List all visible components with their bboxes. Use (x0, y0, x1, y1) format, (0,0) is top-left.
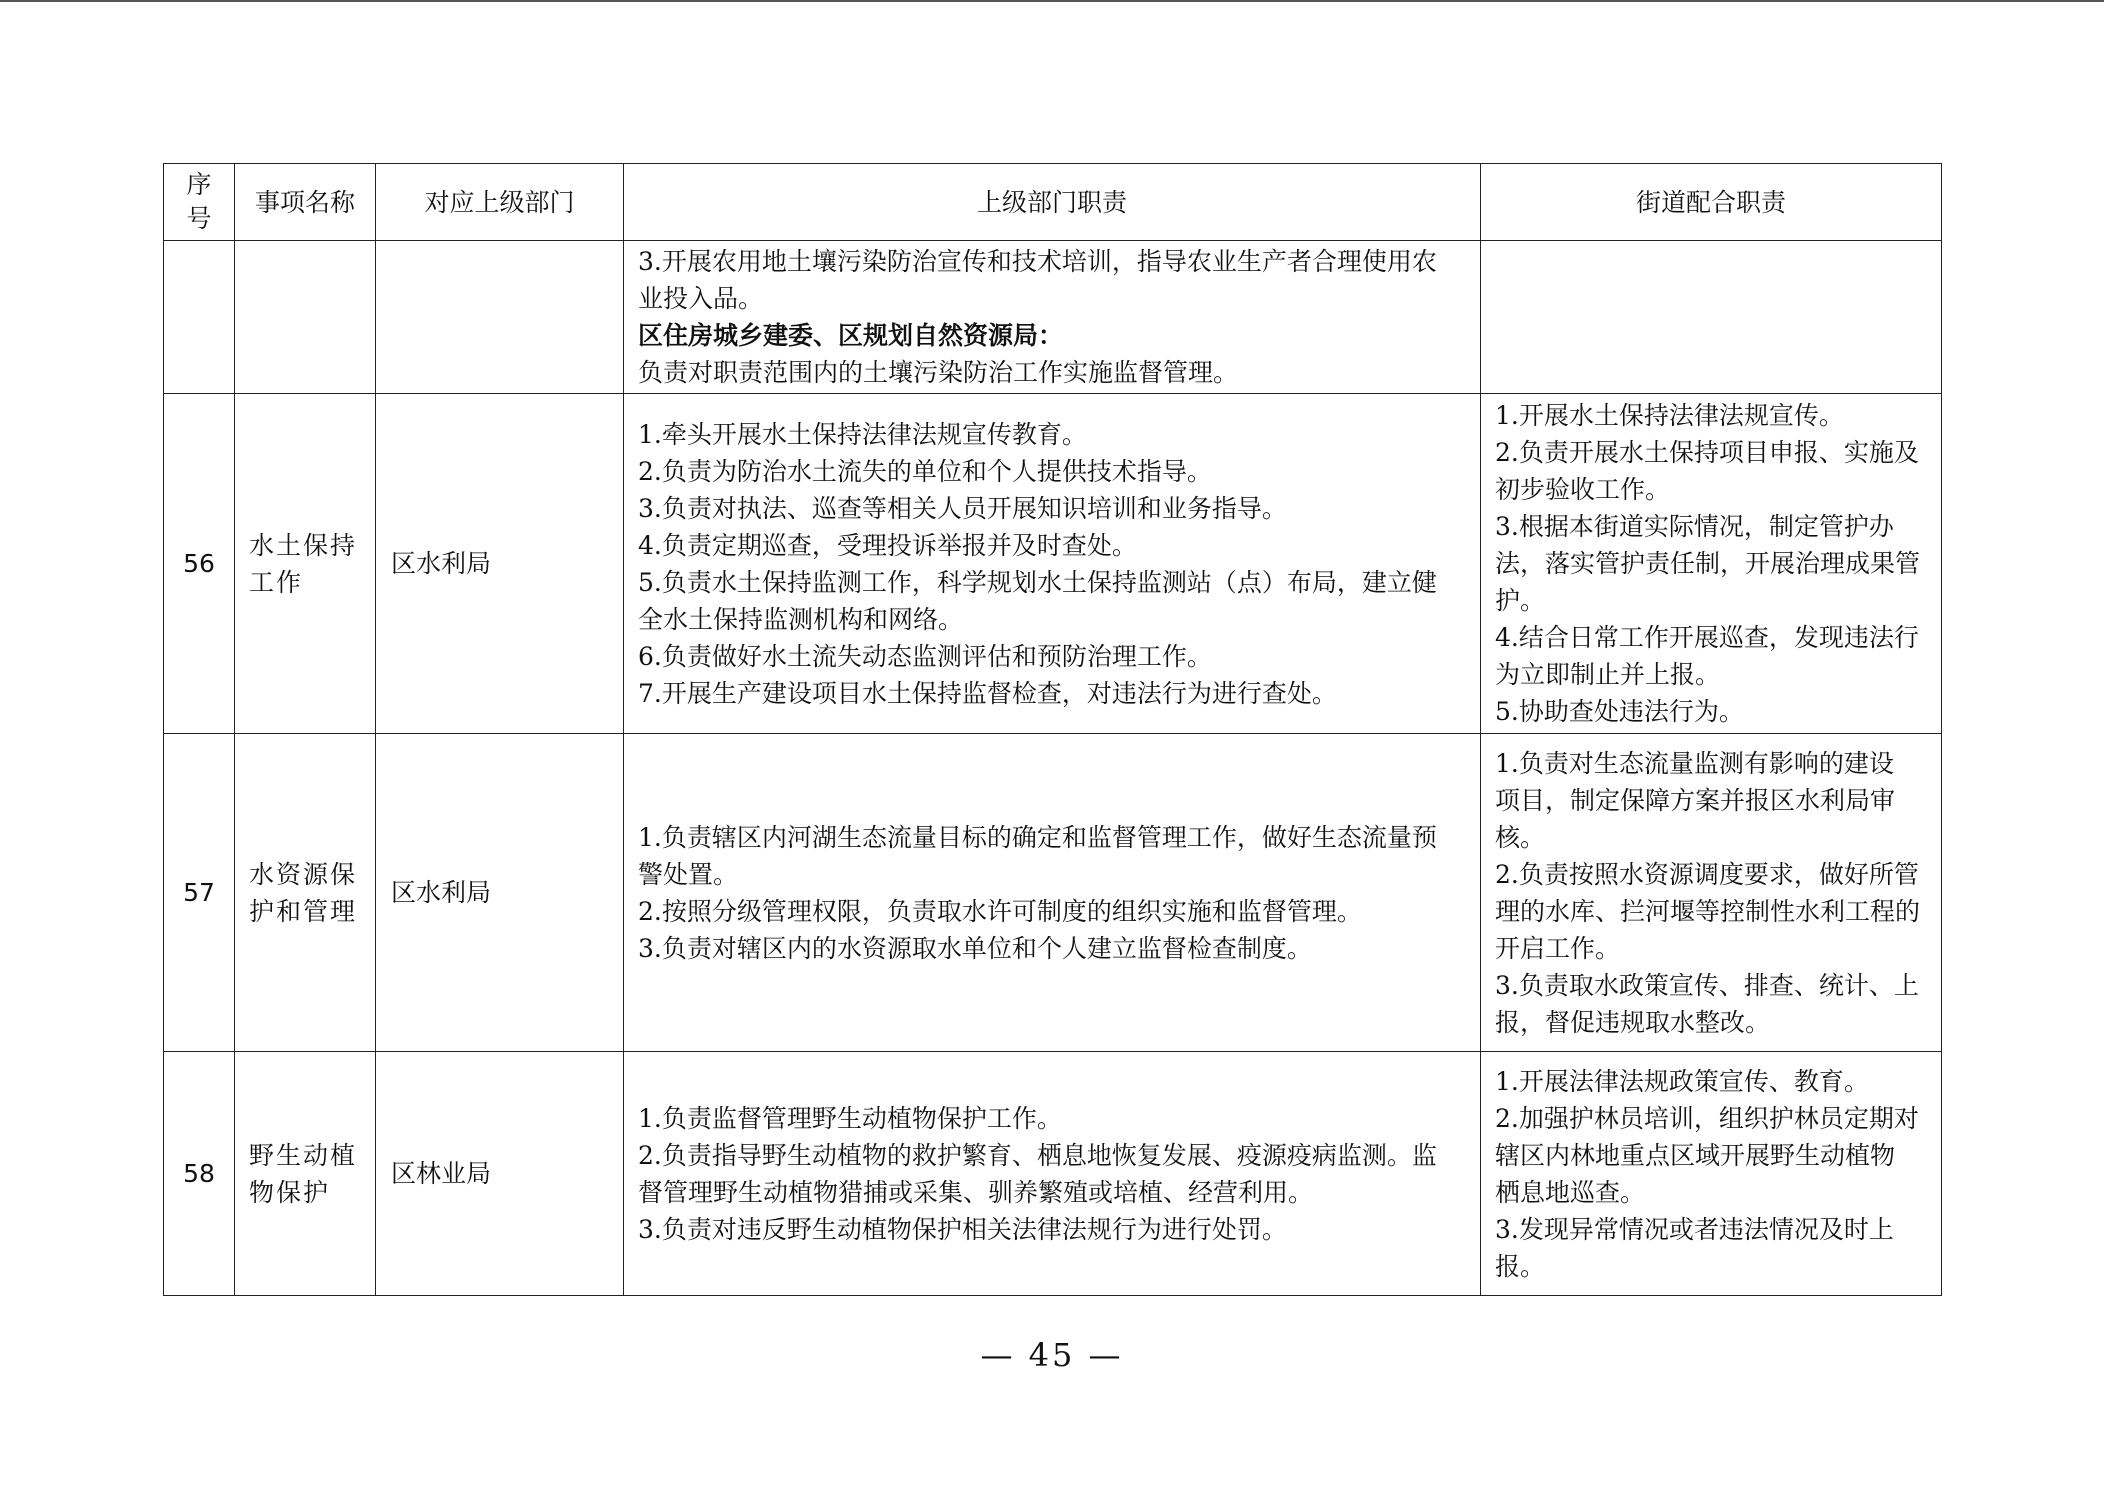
row-no (164, 241, 235, 394)
page-number: — 45 — (980, 1336, 1124, 1374)
coop-line: 2.负责按照水资源调度要求，做好所管 (1495, 859, 1919, 889)
duty-line: 2.按照分级管理权限，负责取水许可制度的组织实施和监督管理。 (638, 896, 1362, 926)
coop-line: 3.发现异常情况或者违法情况及时上 (1495, 1214, 1894, 1244)
row-dept: 区水利局 (376, 394, 624, 734)
duty-line: 2.负责为防治水土流失的单位和个人提供技术指导。 (638, 456, 1212, 486)
coop-line: 报。 (1495, 1251, 1546, 1281)
coop-line: 理的水库、拦河堰等控制性水利工程的 (1495, 896, 1921, 926)
duty-line: 业投入品。 (638, 284, 764, 313)
header-name: 事项名称 (235, 164, 376, 241)
row-no: 56 (164, 394, 235, 734)
duty-line: 5.负责水土保持监测工作，科学规划水土保持监测站（点）布局，建立健 (638, 567, 1437, 597)
table-header-row (164, 164, 1942, 241)
duty-table (163, 163, 1942, 1296)
duty-line: 负责对职责范围内的土壤污染防治工作实施监督管理。 (638, 358, 1239, 387)
table-row (164, 394, 1942, 734)
row-dept: 区水利局 (376, 734, 624, 1052)
duty-line: 1.牵头开展水土保持法律法规宣传教育。 (638, 419, 1087, 449)
header-no: 序 号 (164, 164, 235, 241)
duty-line: 全水土保持监测机构和网络。 (638, 604, 964, 634)
row-name: 野生动植物保护 (235, 1052, 376, 1296)
coop-line: 护。 (1495, 586, 1546, 615)
coop-line: 核。 (1495, 822, 1546, 852)
duty-line: 7.开展生产建设项目水土保持监督检查，对违法行为进行查处。 (638, 678, 1337, 708)
duty-line: 1.负责辖区内河湖生态流量目标的确定和监督管理工作，做好生态流量预 (638, 822, 1437, 852)
duty-line: 3.负责对执法、巡查等相关人员开展知识培训和业务指导。 (638, 493, 1287, 523)
duty-subheading: 区住房城乡建委、区规划自然资源局： (638, 321, 1064, 350)
duty-line: 督管理野生动植物猎捕或采集、驯养繁殖或培植、经营利用。 (638, 1177, 1314, 1207)
row-dept: 区林业局 (376, 1052, 624, 1296)
coop-line: 报，督促违规取水整改。 (1495, 1007, 1771, 1037)
duty-line: 3.开展农用地土壤污染防治宣传和技术培训，指导农业生产者合理使用农 (638, 247, 1437, 276)
coop-line: 辖区内林地重点区域开展野生动植物 (1495, 1140, 1896, 1170)
coop-line: 初步验收工作。 (1495, 475, 1671, 504)
header-coop: 街道配合职责 (1481, 164, 1942, 241)
row-coop (1481, 394, 1942, 734)
duty-line: 6.负责做好水土流失动态监测评估和预防治理工作。 (638, 641, 1212, 671)
row-duty (624, 1052, 1481, 1296)
row-name (235, 241, 376, 394)
row-coop (1481, 241, 1942, 394)
row-duty (624, 394, 1481, 734)
row-no: 58 (164, 1052, 235, 1296)
coop-line: 开启工作。 (1495, 933, 1621, 963)
coop-line: 项目，制定保障方案并报区水利局审 (1495, 785, 1896, 815)
header-dept: 对应上级部门 (376, 164, 624, 241)
coop-line: 1.负责对生态流量监测有影响的建设 (1495, 748, 1894, 778)
coop-line: 2.负责开展水土保持项目申报、实施及 (1495, 438, 1919, 467)
coop-line: 4.结合日常工作开展巡查，发现违法行 (1495, 623, 1919, 652)
coop-line: 栖息地巡查。 (1495, 1177, 1646, 1207)
page-top-border (0, 0, 2104, 2)
header-duty: 上级部门职责 (624, 164, 1481, 241)
coop-line: 2.加强护林员培训，组织护林员定期对 (1495, 1103, 1919, 1133)
coop-line: 法，落实管护责任制，开展治理成果管 (1495, 549, 1921, 578)
duty-line: 3.负责对辖区内的水资源取水单位和个人建立监督检查制度。 (638, 933, 1312, 963)
duty-line: 2.负责指导野生动植物的救护繁育、栖息地恢复发展、疫源疫病监测。监 (638, 1140, 1437, 1170)
duty-line: 3.负责对违反野生动植物保护相关法律法规行为进行处罚。 (638, 1214, 1287, 1244)
table-row (164, 241, 1942, 394)
coop-line: 为立即制止并上报。 (1495, 660, 1721, 689)
row-coop (1481, 734, 1942, 1052)
row-coop (1481, 1052, 1942, 1296)
duty-line: 1.负责监督管理野生动植物保护工作。 (638, 1103, 1062, 1133)
row-duty (624, 241, 1481, 394)
coop-line: 1.开展法律法规政策宣传、教育。 (1495, 1066, 1869, 1096)
row-no: 57 (164, 734, 235, 1052)
row-name: 水土保持工作 (235, 394, 376, 734)
row-name: 水资源保护和管理 (235, 734, 376, 1052)
coop-line: 3.负责取水政策宣传、排查、统计、上 (1495, 970, 1919, 1000)
duty-line: 警处置。 (638, 859, 739, 889)
row-duty (624, 734, 1481, 1052)
coop-line: 1.开展水土保持法律法规宣传。 (1495, 401, 1844, 430)
coop-line: 3.根据本街道实际情况，制定管护办 (1495, 512, 1894, 541)
duty-line: 4.负责定期巡查，受理投诉举报并及时查处。 (638, 530, 1137, 560)
table-row (164, 1052, 1942, 1296)
coop-line: 5.协助查处违法行为。 (1495, 697, 1744, 726)
row-dept (376, 241, 624, 394)
table-row (164, 734, 1942, 1052)
